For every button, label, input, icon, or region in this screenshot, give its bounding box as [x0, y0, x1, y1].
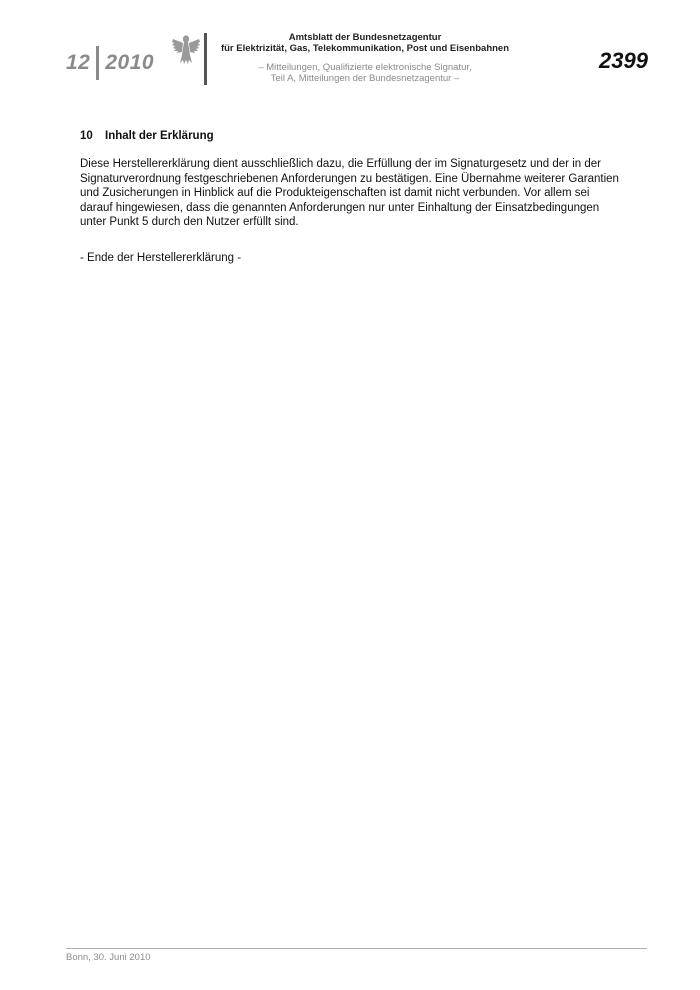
masthead-title-line2: für Elektrizität, Gas, Telekommunikation, Post und Eisenbahnen — [220, 43, 510, 54]
issue-year: 2010 — [105, 51, 155, 74]
page-number: 2399 — [599, 48, 648, 73]
masthead-subtitle-line2: Teil A, Mitteilungen der Bundesnetzagentur – — [270, 73, 460, 84]
issue-number — [66, 46, 154, 80]
body-paragraph — [80, 157, 650, 230]
end-note: - Ende der Herstellererklärung - — [80, 252, 242, 264]
paragraph-line: und Zusicherungen in Hinblick auf die Produkteigenschaften ist damit nicht verbunden. Vor allem sei — [80, 187, 590, 200]
paragraph-line: Diese Herstellererklärung dient ausschließlich dazu, die Erfüllung der im Signaturgesetz und der in der — [80, 158, 601, 170]
section-heading — [80, 130, 214, 142]
masthead-subtitle: – Mitteilungen, Qualifizierte elektronische Signatur, — [258, 62, 472, 73]
footer-place-date: Bonn, 30. Juni 2010 — [66, 952, 151, 963]
issue-divider — [96, 46, 99, 80]
paragraph-line: darauf hingewiesen, dass die genannten Anforderungen nur unter Einhaltung der Einsatzbedingungen — [80, 201, 600, 214]
footer-rule — [66, 948, 647, 949]
paragraph-line: unter Punkt 5 durch den Nutzer erfüllt sind. — [80, 216, 299, 229]
federal-eagle-icon — [171, 33, 201, 67]
masthead-title: Amtsblatt der Bundesnetzagentur — [288, 32, 442, 43]
masthead — [220, 32, 510, 84]
section-number: 10 — [80, 130, 93, 142]
paragraph-line: Signaturverordnung festgeschriebenen Anforderungen zu bestätigen. Eine Übernahme weiterer Garantien — [80, 172, 619, 185]
section-title: Inhalt der Erklärung — [105, 130, 214, 142]
issue-label: 12 — [66, 51, 91, 74]
header-divider — [204, 33, 207, 85]
